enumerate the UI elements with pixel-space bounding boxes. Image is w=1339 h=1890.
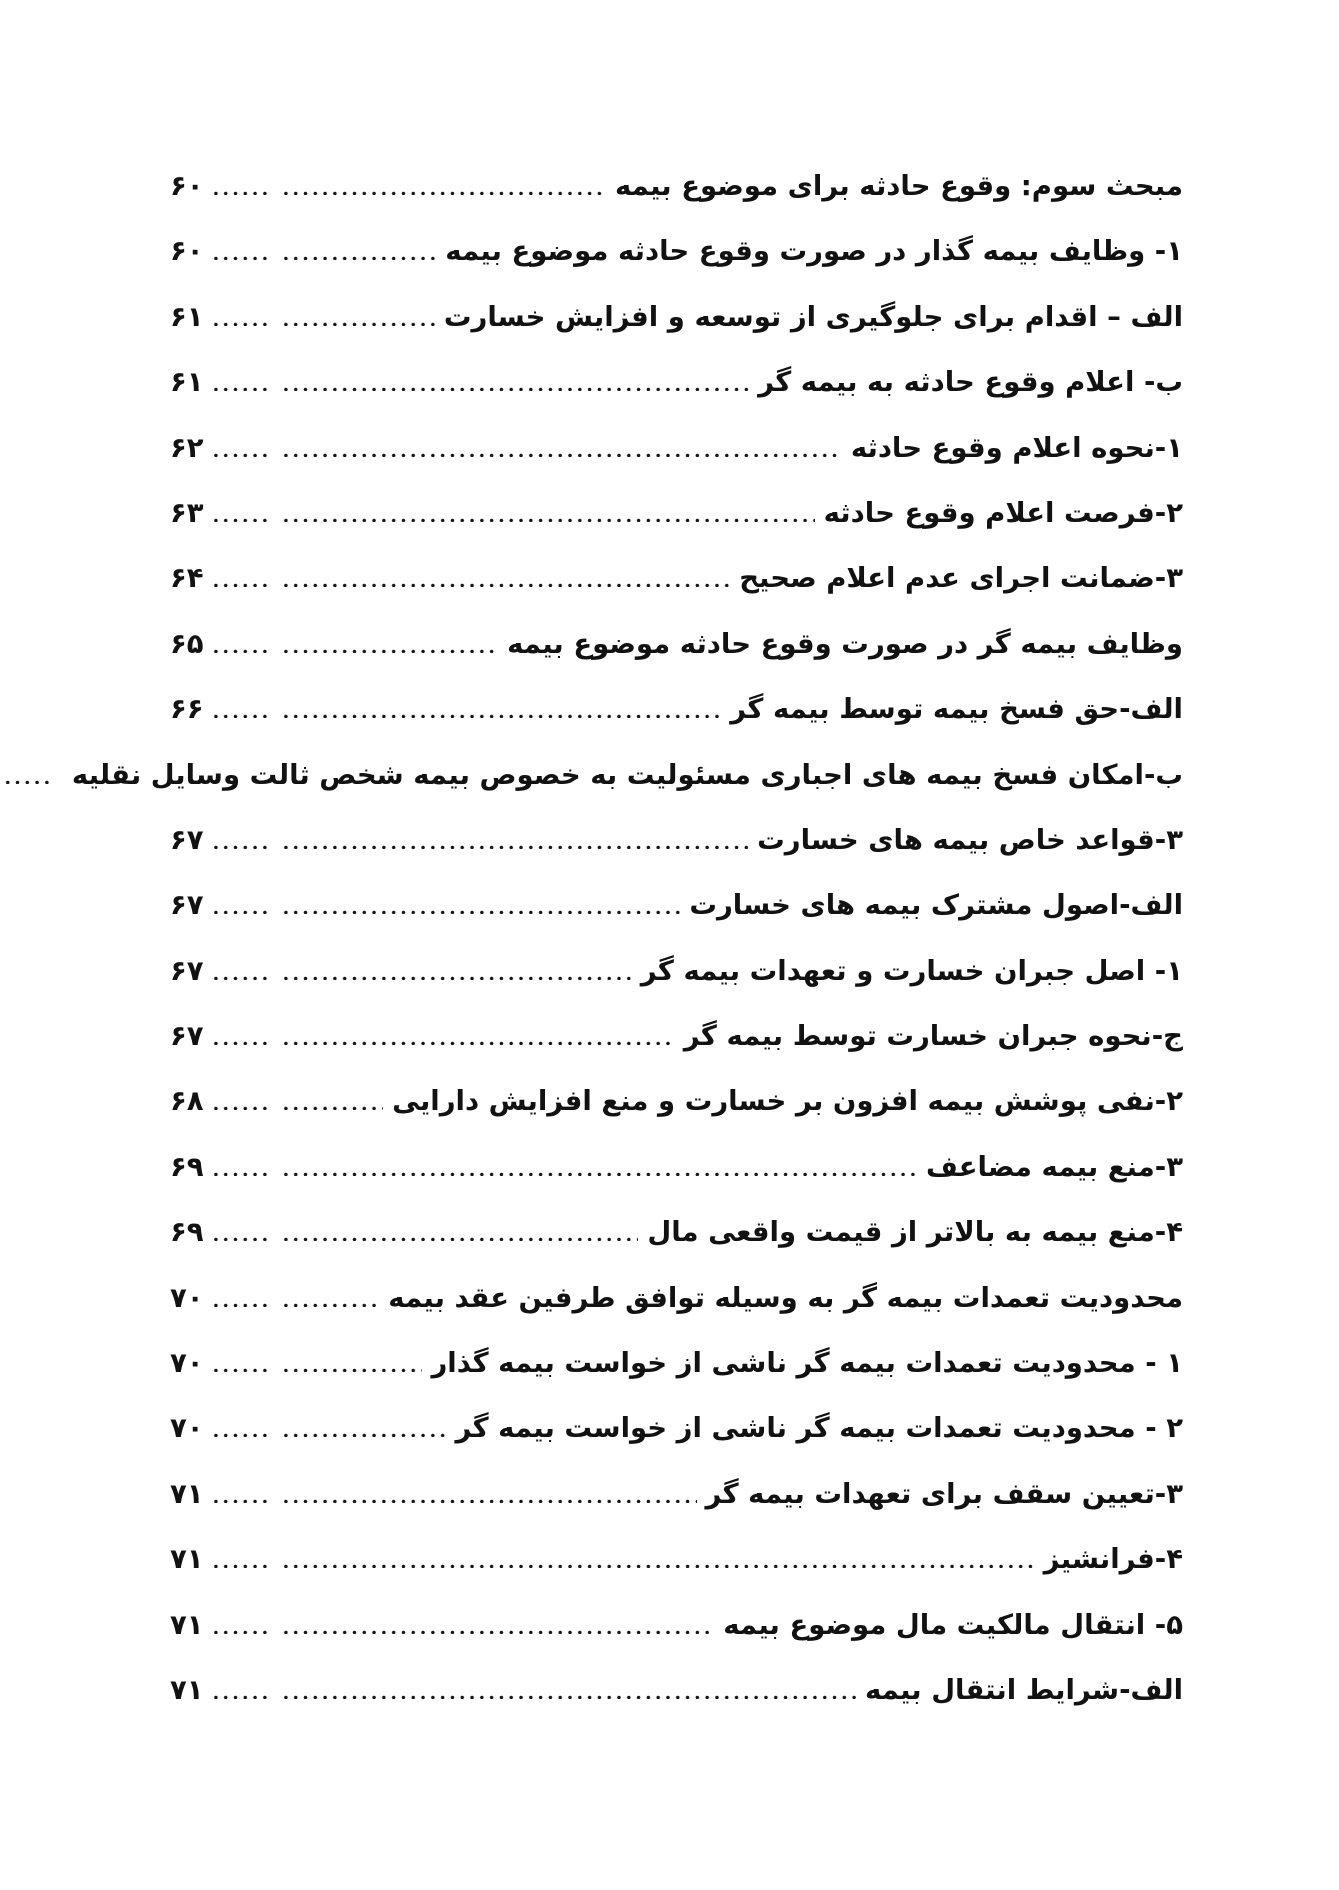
toc-page-number: ۶۷ <box>170 889 204 922</box>
dot-leader-fill <box>281 1498 697 1503</box>
toc-page-number: ۶۱ <box>170 366 204 399</box>
dot-leader-gap <box>267 648 281 653</box>
dot-leader-gap <box>267 582 281 587</box>
dot-leader-gap <box>267 1629 281 1634</box>
dot-leader-gap <box>49 779 63 784</box>
dot-leader-fill <box>281 909 681 914</box>
dot-leader-fill <box>281 1563 1035 1568</box>
toc-page-number: ۷۱ <box>170 1477 204 1510</box>
toc-row <box>170 223 1183 288</box>
toc-page-number: ۶۷ <box>170 823 204 856</box>
dot-leader-gap <box>267 321 281 326</box>
toc-entry-label: محدودیت تعمدات بیمه گر به وسیله توافق طرفین عقد بیمه <box>388 1281 1183 1314</box>
toc-entry-label: وظایف بیمه گر در صورت وقوع حادثه موضوع بیمه <box>507 627 1183 660</box>
toc-page-number: ۶۳ <box>170 496 204 529</box>
toc-entry-label: الف-شرایط انتقال بیمه <box>864 1673 1183 1706</box>
dot-leader-tail <box>211 1498 267 1503</box>
toc-entry-label: ب- اعلام وقوع حادثه به بیمه گر <box>758 366 1183 399</box>
toc-row <box>170 1400 1183 1465</box>
toc-page-number: ۷۱ <box>170 1673 204 1706</box>
dot-leader-gap <box>267 844 281 849</box>
toc-entry-label: ۳-قواعد خاص بیمه های خسارت <box>757 823 1183 856</box>
toc-entry-label: ج-نحوه جبران خسارت توسط بیمه گر <box>683 1020 1183 1053</box>
dot-leader-fill <box>281 190 606 195</box>
dot-leader-tail <box>211 1236 267 1241</box>
toc-entry-label: ۲-فرصت اعلام وقوع حادثه <box>823 496 1183 529</box>
toc-page-number: ۶۴ <box>170 562 204 595</box>
dot-leader-tail <box>211 582 267 587</box>
dot-leader-fill <box>281 582 731 587</box>
toc-entry-label: الف – اقدام برای جلوگیری از توسعه و افزایش خسارت <box>443 300 1183 333</box>
toc-row <box>170 1531 1183 1596</box>
toc-row <box>170 1662 1183 1727</box>
dot-leader-fill <box>281 517 815 522</box>
toc-entry-label: ۲ - محدودیت تعمدات بیمه گر ناشی از خواست بیمه گر <box>455 1412 1183 1445</box>
toc-row <box>170 1139 1183 1204</box>
toc-entry-label: ۵- انتقال مالکیت مال موضوع بیمه <box>723 1608 1183 1641</box>
toc-entry-label: ب-امکان فسخ بیمه های اجباری مسئولیت به خصوص بیمه شخص ثالت وسایل نقلیه <box>71 758 1183 791</box>
toc-page-number: ۶۲ <box>170 431 204 464</box>
dot-leader-fill <box>281 1236 639 1241</box>
toc-row <box>170 1008 1183 1073</box>
dot-leader-fill <box>281 844 749 849</box>
toc-row <box>170 616 1183 681</box>
toc-row <box>170 1073 1183 1138</box>
toc-page-number: ۶۹ <box>170 1216 204 1249</box>
toc-row <box>170 1335 1183 1400</box>
dot-leader-gap <box>267 517 281 522</box>
toc-row <box>170 1597 1183 1662</box>
dot-leader-tail <box>211 1171 267 1176</box>
dot-leader-fill <box>281 1040 675 1045</box>
toc-entry-label: ۳-منع بیمه مضاعف <box>925 1150 1183 1183</box>
dot-leader-tail <box>211 386 267 391</box>
dot-leader-fill <box>281 1629 715 1634</box>
toc-row <box>170 289 1183 354</box>
toc-page-number: ۶۸ <box>170 1085 204 1118</box>
dot-leader-fill <box>281 255 437 260</box>
dot-leader-tail <box>211 1629 267 1634</box>
dot-leader-tail <box>211 844 267 849</box>
dot-leader-fill <box>281 386 750 391</box>
dot-leader-gap <box>267 1236 281 1241</box>
toc-row <box>170 812 1183 877</box>
dot-leader-gap <box>267 909 281 914</box>
dot-leader-gap <box>267 1171 281 1176</box>
toc-entry-label: مبحث سوم: وقوع حادثه برای موضوع بیمه <box>614 170 1183 202</box>
dot-leader-tail <box>211 1563 267 1568</box>
toc-entry-label: ۲-نفی پوشش بیمه افزون بر خسارت و منع افزایش دارایی <box>392 1085 1183 1118</box>
toc-row <box>170 354 1183 419</box>
dot-leader-fill <box>281 1302 380 1307</box>
dot-leader-gap <box>267 975 281 980</box>
toc-row <box>170 943 1183 1008</box>
toc-row <box>170 681 1183 746</box>
toc-page-number: ۷۰ <box>170 1412 204 1445</box>
dot-leader-fill <box>281 1171 917 1176</box>
dot-leader-fill <box>281 648 499 653</box>
dot-leader-fill <box>281 1105 384 1110</box>
toc-row <box>170 1270 1183 1335</box>
dot-leader-gap <box>267 190 281 195</box>
dot-leader-gap <box>267 1040 281 1045</box>
toc-entry-label: ۳-تعیین سقف برای تعهدات بیمه گر <box>705 1477 1183 1510</box>
dot-leader-tail <box>0 779 49 784</box>
toc-entry-label: ۴-فرانشیز <box>1043 1543 1183 1576</box>
toc-page-number: ۷۰ <box>170 1347 204 1380</box>
toc-page-number: ۶۵ <box>170 627 204 660</box>
toc-page-number: ۶۱ <box>170 300 204 333</box>
dot-leader-tail <box>211 1105 267 1110</box>
toc-page-number: ۶۰ <box>170 235 204 268</box>
dot-leader-tail <box>211 452 267 457</box>
toc-row <box>170 1466 1183 1531</box>
dot-leader-gap <box>267 713 281 718</box>
dot-leader-tail <box>211 321 267 326</box>
toc-entry-label: ۱ - محدودیت تعمدات بیمه گر ناشی از خواست بیمه گذار <box>431 1347 1183 1380</box>
dot-leader-fill <box>281 1694 856 1699</box>
dot-leader-fill <box>281 321 435 326</box>
dot-leader-gap <box>267 255 281 260</box>
dot-leader-gap <box>267 1367 281 1372</box>
dot-leader-tail <box>211 713 267 718</box>
dot-leader-tail <box>211 190 267 195</box>
toc-row <box>71 747 1183 812</box>
toc-list <box>71 158 1183 1727</box>
toc-page-number: ۶۶ <box>170 693 204 726</box>
toc-entry-label: الف-اصول مشترک بیمه های خسارت <box>689 889 1183 922</box>
toc-entry-label: ۱-نحوه اعلام وقوع حادثه <box>850 431 1183 464</box>
toc-page-number: ۷۱ <box>170 1543 204 1576</box>
dot-leader-tail <box>211 648 267 653</box>
toc-page-number: ۷۰ <box>170 1281 204 1314</box>
dot-leader-gap <box>267 1302 281 1307</box>
toc-page-number: ۷۱ <box>170 1608 204 1641</box>
dot-leader-fill <box>281 975 632 980</box>
dot-leader-gap <box>267 452 281 457</box>
dot-leader-tail <box>211 1432 267 1437</box>
toc-entry-label: ۳-ضمانت اجرای عدم اعلام صحیح <box>739 562 1183 595</box>
dot-leader-gap <box>267 1694 281 1699</box>
dot-leader-fill <box>281 713 722 718</box>
dot-leader-gap <box>267 1498 281 1503</box>
dot-leader-gap <box>267 1563 281 1568</box>
dot-leader-tail <box>211 517 267 522</box>
toc-entry-label: ۱- وظایف بیمه گذار در صورت وقوع حادثه موضوع بیمه <box>445 235 1183 268</box>
toc-entry-label: الف-حق فسخ بیمه توسط بیمه گر <box>730 693 1183 726</box>
toc-entry-label: ۴-منع بیمه به بالاتر از قیمت واقعی مال <box>647 1216 1183 1249</box>
dot-leader-tail <box>211 1040 267 1045</box>
dot-leader-gap <box>267 1432 281 1437</box>
toc-page-number: ۶۷ <box>170 1020 204 1053</box>
dot-leader-gap <box>267 1105 281 1110</box>
dot-leader-tail <box>211 975 267 980</box>
dot-leader-tail <box>211 909 267 914</box>
toc-row <box>170 420 1183 485</box>
dot-leader-fill <box>281 1367 423 1372</box>
toc-row <box>170 158 1183 223</box>
toc-entry-label: ۱- اصل جبران خسارت و تعهدات بیمه گر <box>640 954 1183 987</box>
toc-row <box>170 1204 1183 1269</box>
dot-leader-fill <box>281 1432 447 1437</box>
toc-page-number: ۶۷ <box>170 954 204 987</box>
dot-leader-tail <box>211 255 267 260</box>
toc-row <box>170 550 1183 615</box>
toc-page-number: ۶۹ <box>170 1150 204 1183</box>
dot-leader-tail <box>211 1367 267 1372</box>
dot-leader-tail <box>211 1694 267 1699</box>
toc-row <box>170 877 1183 942</box>
dot-leader-tail <box>211 1302 267 1307</box>
toc-page-number: ۶۰ <box>170 170 204 202</box>
toc-row <box>170 485 1183 550</box>
dot-leader-gap <box>267 386 281 391</box>
dot-leader-fill <box>281 452 842 457</box>
